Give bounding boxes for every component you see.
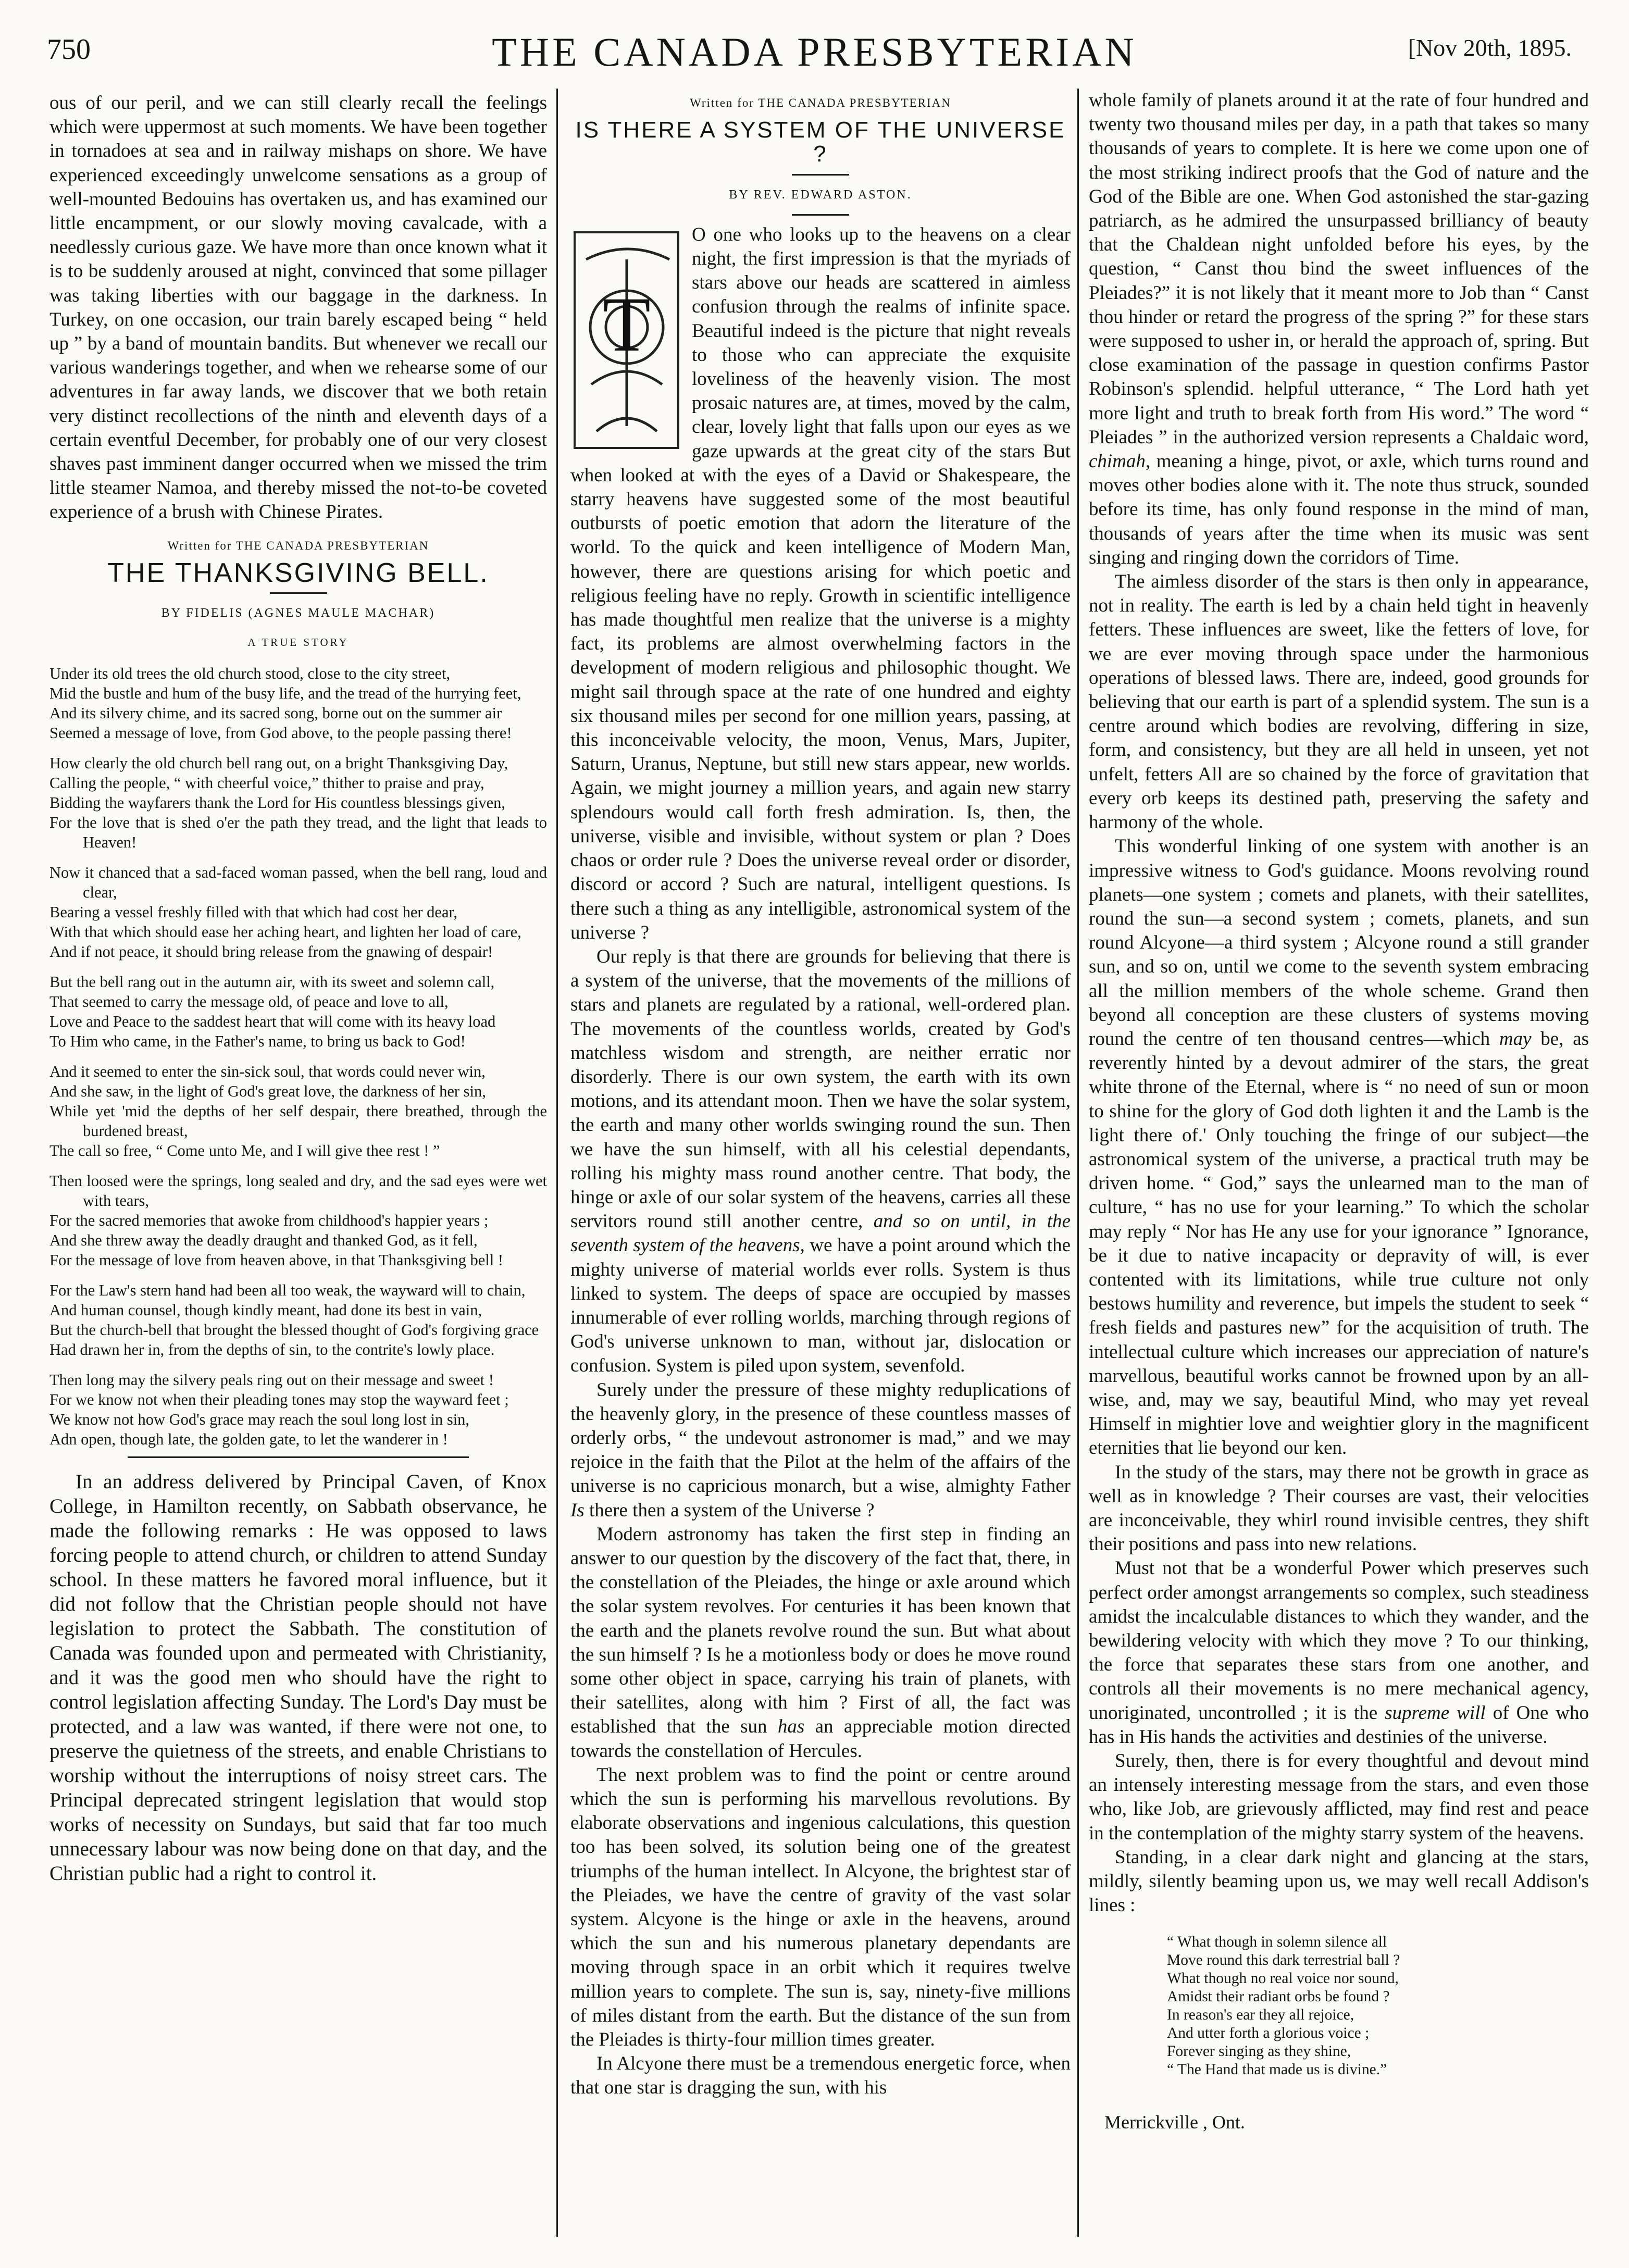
poem-line: For the love that is shed o'er the path they tread, and the light that leads to Heaven! [49, 814, 547, 852]
article-paragraph: Surely under the pressure of these mighty reduplications of the heavenly glory, in the presence of these countless masses of orderly orbs, “ the undevout astronomer is mad,” and we may rejoice in the faith that the Pilot at the helm of the affairs of the universe is no capricious monarch, but a wise, almighty Father Is there then a system of the Universe ? [570, 1379, 1071, 1521]
poem-line: Under its old trees the old church stood, close to the city street, [49, 665, 451, 683]
article-paragraph: whole family of planets around it at the rate of four hundred and twenty two thousand miles per day, in a path that takes so many thousands of years to complete. It is here we come upon one of the most striking indirect proofs that the God of nature and the God of the Bible are one. When God astonished the star-gazing patriarch, as he admired the unsurpassed brilliancy of beauty that the Chaldean night unfolded before his eyes, by the question, “ Canst thou bind the sweet influences of the Pleiades?” it is not likely that it meant more to Job than “ Canst thou hinder or retard the progress of the spring ?” for these stars were supposed to usher in, or herald the approach of, spring. But close examination of the passage in question confirms Pastor Robinson's splendid. helpful utterance, “ The Lord hath yet more light and truth to break forth from His word.” The word “ Pleiades ” in the authorized version represents a Chaldaic word, chimah, meaning a hinge, pivot, or axle, which turns round and moves other bodies alone with it. The note thus struck, sounded before its time, has only found response in the mind of man, thousands of years after the time when its music was sent singing and ringing down the corridors of Time. [1089, 90, 1589, 568]
poem-line: But the bell rang out in the autumn air, with its sweet and solemn call, [49, 973, 495, 991]
poem-stanza [49, 753, 547, 852]
travel-article-end: ous of our peril, and we can still clearly recall the feelings which were uppermost at such moments. We have been together in tornadoes at sea and in railway mishaps on shore. We have experienced exceedingly unwelcome sensations as a group of well-mounted Bedouins has overtaken us, and has examined our little encampment, or our slowly moving cavalcade, with a needlessly curious gaze. We have more than once known what it is to be suddenly aroused at night, convinced that some pillager was taking liberties with our baggage in the darkness. In Turkey, on one occasion, our train barely escaped being “ held up ” by a band of mountain bandits. But whenever we recall our various wanderings together, and when we rehearse some of our adventures in far away lands, we discover that we both retain very distinct recollections of the ninth and eleventh days of a certain eventful December, for probably one of our very closest shaves past imminent danger occurred when we missed the trim little steamer Namoa, and thereby missed the not-to-be coveted experience of a brush with Chinese Pirates. [49, 92, 547, 523]
poem-stanza [49, 1062, 547, 1161]
article-paragraph: Modern astronomy has taken the first step in finding an answer to our question by the discovery of the fact that, there, in the constellation of the Pleiades, the hinge or axle around which the solar system revolves. For centuries it has been known that the earth and the planets revolve round the sun. But what about the sun himself ? Is he a motionless body or does he move round some other object in space, carrying his train of planets, with their satellites, along with him ? First of all, the fact was established that the sun has an appreciable motion directed towards the constellation of Hercules. [570, 1523, 1071, 1762]
article-paragraph: Surely, then, there is for every thoughtful and devout mind an intensely interesting message from the stars, and even those who, like Job, are grievously afflicted, may find rest and peace in the contemplation of the mighty starry system of the heavens. [1089, 1750, 1589, 1844]
verse-line: Forever singing as they shine, [1167, 2043, 1351, 2060]
verse-line: “ The Hand that made us is divine.” [1167, 2061, 1387, 2078]
article-paragraph: O one who looks up to the heavens on a clear night, the first impression is that the myriads of stars above our heads are scattered in aimless confusion through the realms of infinite space. Beautiful indeed is the picture that night reveals to those who can appreciate the exquisite loveliness of the heavenly vision. The most prosaic natures are, at times, moved by the calm, clear, lovely light that falls upon our eyes as we gaze upwards at the great city of the stars But when looked at with the eyes of a David or Shakespeare, the starry heavens have suggested some of the most beautiful outbursts of poetic emotion that adorn the literature of the world. To the quick and keen intelligence of Modern Man, however, there are questions arising for which poetic and religious feeling have no reply. Growth in scientific intelligence has made thoughtful men realize that the universe is a mighty fact, its problems are almost overwhelming factors in the development of modern religious and philosophic thought. We might sail through space at the rate of one hundred and eighty six thousand miles per second for one million years, passing, at this inconceivable velocity, the moon, Venus, Mars, Jupiter, Saturn, Uranus, Neptune, but still new stars appear, new worlds. Again, we might journey a million years, and again new starry splendours would call forth fresh admiration. Is, then, the universe, visible and invisible, without system or plan ? Does chaos or order rule ? Does the universe reveal order or disorder, discord or accord ? Such are natural, intelligent questions. Is there such a thing as any intelligible, astronomical system of the universe ? [570, 223, 1071, 943]
column-1 [49, 91, 547, 1886]
masthead-title: THE CANADA PRESBYTERIAN [492, 29, 1137, 74]
article-paragraph: This wonderful linking of one system with another is an impressive witness to God's guidance. Moons revolving round planets—one system ; comets and planets, with their satellites, round the sun—a second system ; comets, planets, and sun round Alcyone—a third system ; Alcyone round a still grander sun, and so on, until we come to the seventh system embracing all the million members of the whole scheme. Grand then beyond all conception are these clusters of systems moving round the centre of ten thousand centres—which may be, as reverently hinted by a devout admirer of the stars, the great white throne of the Eternal, where is “ no need of sun or moon to shine for the glory of God doth lighten it and the Lamb is the light there of.' Only touching the fringe of our subject—the astronomical system of the universe, a practical truth may be driven home. “ God,” says the unlearned man to the man of culture, “ has no use for your learning.” To which the scholar may reply “ Nor has He any use for your ignorance ” Ignorance, be it due to native incapacity or depravity of will, is ever contented with its limitations, while true culture not only bestows humility and reverence, but impels the student to seek “ fresh fields and pastures new” for the acquisition of truth. The intellectual culture which increases our appreciation of nature's marvellous, beautiful works cannot be frowned upon by an all-wise, and, may we say, beautiful Mind, who may yet reveal Himself in mightier love and weightier glory in the magnificent eternities that lie beyond our ken. [1089, 836, 1589, 1459]
poem-title: THE THANKSGIVING BELL. [107, 557, 489, 588]
article-paragraph: Standing, in a clear dark night and glancing at the stars, mildly, silently beaming upon us, we may well recall Addison's lines : [1089, 1846, 1589, 1916]
poem-byline: BY FIDELIS (AGNES MAULE MACHAR) [161, 606, 436, 620]
article-paragraph: In the study of the stars, may there not be growth in grace as well as in knowledge ? Their courses are vast, their velocities are inconceivable, they whirl round invisible centres, they shift their positions and pass into new relations. [1089, 1461, 1589, 1555]
addison-verse [1089, 1933, 1589, 2079]
poem-line: To Him who came, in the Father's name, to bring us back to God! [49, 1032, 466, 1051]
poem-line: That seemed to carry the message old, of peace and love to all, [49, 993, 449, 1011]
poem-stanza [49, 1171, 547, 1270]
poem-line: We know not how God's grace may reach the soul long lost in sin, [49, 1411, 470, 1429]
verse-line: Move round this dark terrestrial ball ? [1167, 1952, 1400, 1969]
poem-line: For the message of love from heaven above, in that Thanksgiving bell ! [49, 1251, 504, 1269]
poem-line: Adn open, though late, the golden gate, to let the wanderer in ! [49, 1430, 448, 1449]
poem-line: And she threw away the deadly draught and thanked God, as it fell, [49, 1231, 478, 1250]
byline-rule [792, 214, 849, 216]
title-rule [270, 592, 327, 594]
issue-date: [Nov 20th, 1895. [1408, 34, 1572, 61]
poem-line: And if not peace, it should bring release from the gnawing of despair! [49, 943, 493, 961]
poem-line: And she saw, in the light of God's great love, the darkness of her sin, [49, 1082, 486, 1101]
column-3 [1089, 89, 1589, 2135]
svg-text:T: T [603, 281, 651, 368]
verse-line: Amidst their radiant orbs be found ? [1167, 1988, 1390, 2005]
poem-subtitle: A TRUE STORY [247, 636, 349, 649]
article-title: IS THERE A SYSTEM OF THE UNIVERSE ? [575, 117, 1066, 167]
poem-line: With that which should ease her aching heart, and lighten her load of care, [49, 923, 521, 941]
page-header [36, 29, 1593, 81]
poem-line: Love and Peace to the saddest heart that will come with its heavy load [49, 1013, 496, 1031]
verse-line: In reason's ear they all rejoice, [1167, 2007, 1354, 2024]
verse-line: “ What though in solemn silence all [1167, 1934, 1387, 1951]
verse-line: What though no real voice nor sound, [1167, 1970, 1399, 1987]
author-location: Merrickville , Ont. [1104, 2112, 1245, 2133]
caven-article: In an address delivered by Principal Caven, of Knox College, in Hamilton recently, on Sabbath observance, he made the following remarks : He was opposed to laws forcing people to attend church, or children to attend Sunday school. In these matters he favored moral influence, but it did not follow that the Christian people should not have legislation to protect the Sabbath. The constitution of Canada was founded upon and permeated with Christianity, and it was the good men who should have the right to control legislation affecting Sunday. The Lord's Day must be protected, and a law was wanted, if there were not one, to preserve the quietness of the streets, and enable Christians to worship without the interruptions of noisy street cars. The Principal deprecated stringent legislation that would stop works of necessity on Sundays, but said that far too much unnecessary labour was now being done on that day, and the Christian public had a right to control it. [49, 1471, 547, 1885]
poem-line: And human counsel, though kindly meant, had done its best in vain, [49, 1301, 482, 1319]
poem-line: But the church-bell that brought the blessed thought of God's forgiving grace [49, 1321, 539, 1339]
poem-line: Then long may the silvery peals ring out on their message and sweet ! [49, 1371, 494, 1389]
page-number: 750 [47, 33, 91, 66]
poem-stanza [49, 1280, 547, 1360]
poem-line: For we know not when their pleading tones may stop the wayward feet ; [49, 1391, 509, 1409]
poem-line: Seemed a message of love, from God above, to the people passing there! [49, 724, 512, 742]
column-2 [570, 91, 1071, 2100]
article-paragraph: Must not that be a wonderful Power which preserves such perfect order amongst arrangements so complex, such steadiness amidst the incalculable distances to which they wander, and the bewildering velocity with which they move ? To our thinking, the force that separates these stars from one another, and controls all their movements is no mere mechanical agency, unoriginated, uncontrolled ; it is the supreme will of One who has in His hands the activities and destinies of the universe. [1089, 1557, 1589, 1748]
article-paragraph: In Alcyone there must be a tremendous energetic force, when that one star is dragging the sun, with his [570, 2053, 1071, 2099]
article-kicker: Written for THE CANADA PRESBYTERIAN [690, 96, 951, 109]
poem-line: For the sacred memories that awoke from childhood's happier years ; [49, 1212, 489, 1230]
poem-line: Calling the people, “ with cheerful voice,” thither to praise and pray, [49, 774, 484, 792]
ornamental-dropcap-t [570, 228, 682, 452]
article-paragraph: Our reply is that there are grounds for believing that there is a system of the universe, that the movements of the millions of stars and planets are regulated by a rational, well-ordered plan. The movements of the countless worlds, created by God's matchless wisdom and strength, are neither erratic nor disorderly. There is our own system, the earth with its own motions, and its attendant moon. Then we have the solar system, the earth and many other worlds swinging round the sun. Then we have the sun himself, with all his celestial dependants, rolling his mighty mass round another centre. That body, the hinge or axle of our solar system of the heavens, carries all these servitors round still another centre, and so on until, in the seventh system of the heavens, we have a point around which the mighty universe of material worlds ever rolls. System is thus linked to system. The deeps of space are occupied by masses innumerable of ever rolling worlds, marching through regions of God's universe unknown to man, without jar, dislocation or confusion. System is piled upon system, sevenfold. [570, 945, 1071, 1377]
poem-line: For the Law's stern hand had been all too weak, the wayward will to chain, [49, 1281, 526, 1300]
poem-line: Bearing a vessel freshly filled with that which had cost her dear, [49, 903, 458, 921]
article-paragraph: The aimless disorder of the stars is then only in appearance, not in reality. The earth is led by a chain held tight in heavenly fetters. These influences are sweet, like the fetters of love, for we are ever moving through space under the harmonious operations of blessed laws. There are, indeed, good grounds for believing that our earth is part of a splendid system. The sun is a centre around which bodies are revolving, differing in size, form, and consistency, but they are all held in unseen, yet not unfelt, fetters All are so chained by the force of gravitation that every orb keeps its destined path, preserving the safety and harmony of the whole. [1089, 571, 1589, 833]
poem-line: And its silvery chime, and its sacred song, borne out on the summer air [49, 704, 502, 722]
poem-stanza [49, 972, 547, 1051]
column-rule-right [1077, 89, 1079, 2237]
poem-line: Bidding the wayfarers thank the Lord for His countless blessings given, [49, 794, 506, 812]
article-byline: BY REV. EDWARD ASTON. [729, 188, 912, 202]
article-paragraph: The next problem was to find the point or centre around which the sun is performing his marvellous revolutions. By elaborate observations and ingenious calculations, this question too has been solved, its solution being one of the greatest triumphs of the human intellect. In Alcyone, the brightest star of the Pleiades, we have the centre of gravity of the vast solar system. Alcyone is the hinge or axle in the heavens, around which the sun and his numerous planetary dependants are moving through space in an orbit which it requires twelve million years to complete. The sun is, say, ninety-five millions of miles distant from the earth. But the distance of the sun from the Pleiades is thirty-four million times greater. [570, 1764, 1071, 2051]
poem-line: Now it chanced that a sad-faced woman passed, when the bell rang, loud and clear, [49, 864, 547, 902]
section-divider [128, 1456, 469, 1458]
poem-line: Then loosed were the springs, long sealed and dry, and the sad eyes were wet with tears, [49, 1172, 547, 1210]
poem-stanza [49, 1370, 547, 1449]
poem-kicker: Written for THE CANADA PRESBYTERIAN [167, 539, 429, 552]
poem-line: How clearly the old church bell rang out, on a bright Thanksgiving Day, [49, 754, 508, 772]
poem-line: And it seemed to enter the sin-sick soul, that words could never win, [49, 1063, 486, 1081]
poem-line: While yet 'mid the depths of her self despair, there breathed, through the burdened breast, [49, 1102, 547, 1140]
poem-line: Mid the bustle and hum of the busy life, and the tread of the hurrying feet, [49, 684, 521, 703]
column-rule-left [556, 89, 558, 2237]
poem-line: Had drawn her in, from the depths of sin, to the contrite's lowly place. [49, 1341, 495, 1359]
title-rule [792, 174, 849, 176]
verse-line: And utter forth a glorious voice ; [1167, 2025, 1370, 2042]
poem-line: The call so free, “ Come unto Me, and I will give thee rest ! ” [49, 1142, 440, 1160]
poem-stanza [49, 664, 547, 743]
poem-stanza [49, 863, 547, 962]
